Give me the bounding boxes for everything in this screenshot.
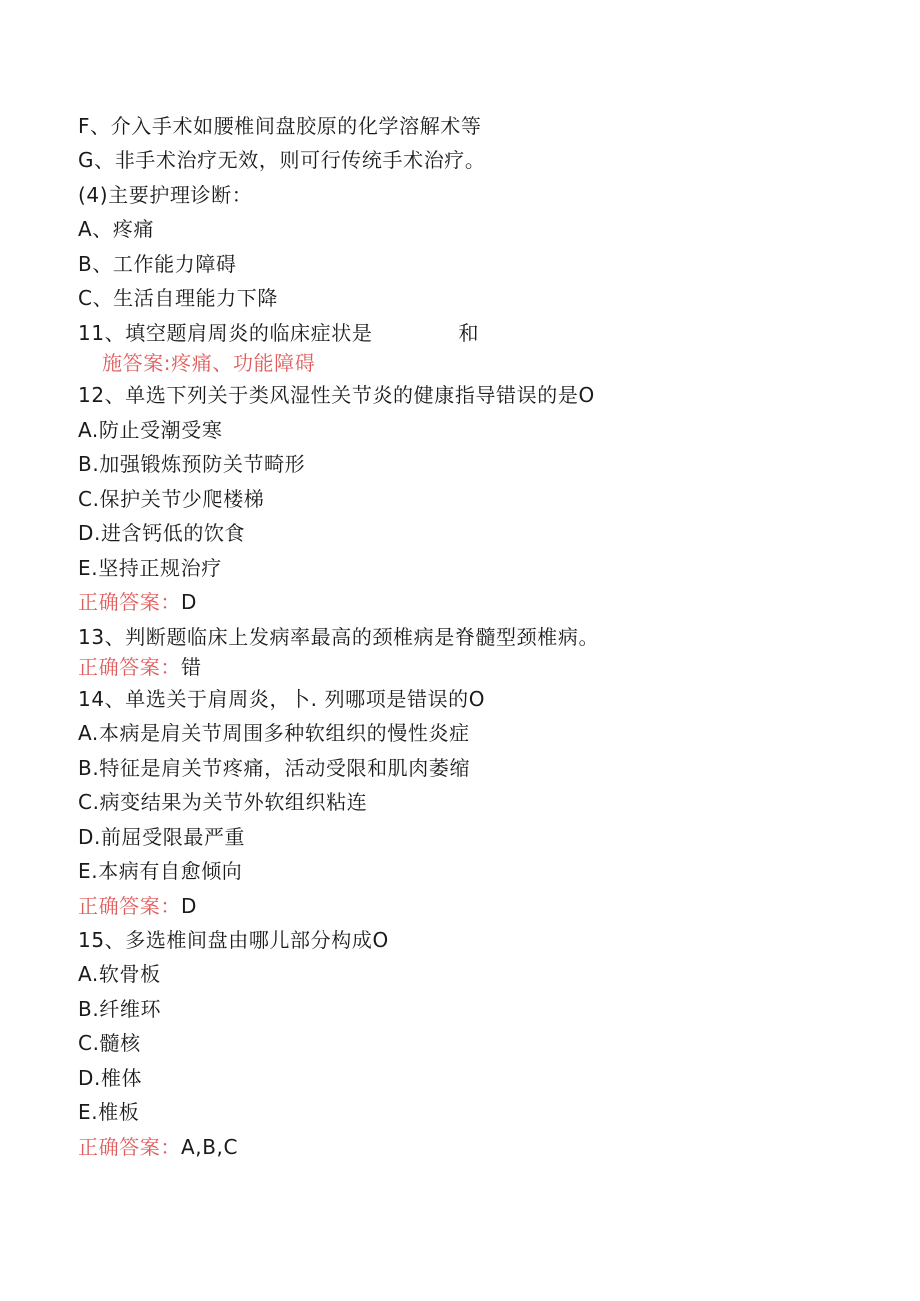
question-15-option-e: E.椎板: [78, 1100, 140, 1124]
question-15-option-d: D.椎体: [78, 1066, 143, 1090]
question-15: 15、多选椎间盘由哪儿部分构成O: [78, 928, 389, 952]
question-15-option-a: A.软骨板: [78, 962, 161, 986]
question-15-answer: [78, 1133, 238, 1161]
diagnosis-b: B、工作能力障碍: [78, 252, 237, 276]
question-11: [78, 319, 479, 347]
option-g-line: G、非手术治疗无效，则可行传统手术治疗。: [78, 148, 486, 172]
question-13-answer: [78, 653, 202, 681]
answer-value: D: [181, 590, 198, 614]
answer-label: 正确答案：: [78, 1135, 181, 1159]
diagnosis-a: A、疼痛: [78, 217, 155, 241]
question-12-option-d: D.进含钙低的饮食: [78, 521, 246, 545]
question-14-option-a: A.本病是肩关节周围多种软组织的慢性炎症: [78, 721, 470, 745]
question-13: 13、判断题临床上发病率最高的颈椎病是脊髓型颈椎病。: [78, 625, 600, 649]
option-f-line: F、介入手术如腰椎间盘胶原的化学溶解术等: [78, 114, 482, 138]
question-14-answer: [78, 892, 197, 920]
question-14-option-b: B.特征是肩关节疼痛，活动受限和肌肉萎缩: [78, 756, 471, 780]
question-15-option-c: C.髓核: [78, 1031, 141, 1055]
question-12-option-b: B.加强锻炼预防关节畸形: [78, 452, 306, 476]
question-12: 12、单选下列关于类风湿性关节炎的健康指导错误的是O: [78, 383, 595, 407]
question-15-option-b: B.纤维环: [78, 997, 162, 1021]
question-11-and: 和: [458, 321, 480, 345]
answer-value: 错: [181, 655, 202, 679]
question-14-option-c: C.病变结果为关节外软组织粘连: [78, 790, 368, 814]
diagnosis-c: C、生活自理能力下降: [78, 286, 278, 310]
question-14: 14、单选关于肩周炎，卜. 列哪项是错误的O: [78, 687, 486, 711]
question-12-option-a: A.防止受潮受寒: [78, 418, 223, 442]
answer-value: D: [181, 894, 198, 918]
answer-label: 正确答案：: [78, 655, 181, 679]
section-heading: (4)主要护理诊断：: [78, 183, 253, 207]
question-14-option-d: D.前屈受限最严重: [78, 825, 246, 849]
answer-label: 正确答案：: [78, 590, 181, 614]
answer-value: A,B,C: [181, 1135, 239, 1159]
question-11-text: 11、填空题肩周炎的临床症状是: [78, 321, 373, 345]
question-12-option-e: E.坚持正规治疗: [78, 556, 222, 580]
answer-label: 正确答案：: [78, 894, 181, 918]
question-14-option-e: E.本病有自愈倾向: [78, 859, 243, 883]
question-11-answer: 施答案:疼痛、功能障碍: [102, 351, 316, 375]
question-12-option-c: C.保护关节少爬楼梯: [78, 487, 265, 511]
question-12-answer: [78, 588, 197, 616]
